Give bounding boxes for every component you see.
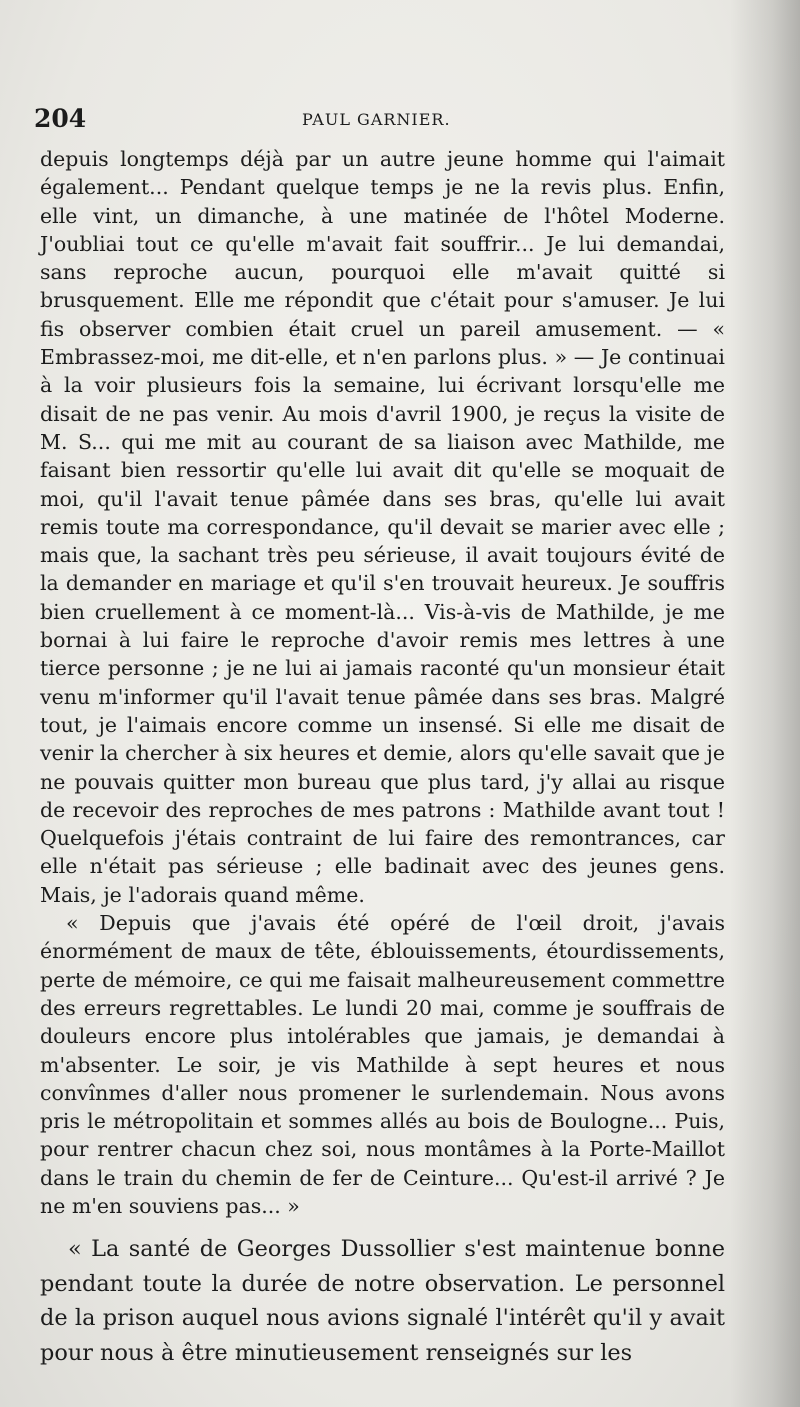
paragraph-3: « La santé de Georges Dussollier s'est maintenue bonne pendant toute la durée de notre observation. Le personnel de la prison auquel nous avions signalé l'intérêt qu'il y avait pour nous à être minutieusement renseignés sur les (40, 1236, 725, 1366)
page-number: 204 (34, 104, 87, 133)
page-header (34, 104, 734, 138)
page-edge-shadow (730, 0, 800, 1407)
paragraph-1: depuis longtemps déjà par un autre jeune homme qui l'aimait également... Pendant quelque temps je ne la revis plus. Enfin, elle vint, un dimanche, à une matinée de l'hôtel Moderne. J'oubliai tout ce qu'elle m'avait fait souffrir... Je lui demandai, sans reproche aucun, pourquoi elle m'avait quitté si brusquement. Elle me répondit que c'était pour s'amuser. Je lui fis observer combien était cruel un pareil amusement. — « Embrassez-moi, me dit-elle, et n'en parlons plus. » — Je continuai à la voir plusieurs fois la semaine, lui écrivant lorsqu'elle me disait de ne pas venir. Au mois d'avril 1900, je reçus la visite de M. S... qui me mit au courant de sa liaison avec Mathilde, me faisant bien ressortir qu'elle lui avait dit qu'elle se moquait de moi, qu'il l'avait tenue pâmée dans ses bras, qu'elle lui avait remis toute ma correspondance, qu'il devait se marier avec elle ; mais que, la sachant très peu sérieuse, il avait toujours évité de la demander en mariage et qu'il s'en trouvait heureux. Je souffris bien cruellement à ce moment-là... Vis-à-vis de Mathilde, je me bornai à lui faire le reproche d'avoir remis mes lettres à une tierce personne ; je ne lui ai jamais raconté qu'un monsieur était venu m'informer qu'il l'avait tenue pâmée dans ses bras. Malgré tout, je l'aimais encore comme un insensé. Si elle me disait de venir la chercher à six heures et demie, alors qu'elle savait que je ne pouvais quitter mon bureau que plus tard, j'y allai au risque de recevoir des reproches de mes patrons : Mathilde avant tout ! Quelquefois j'étais contraint de lui faire des remontrances, car elle n'était pas sérieuse ; elle badinait avec des jeunes gens. Mais, je l'adorais quand même. (40, 147, 725, 907)
running-head: PAUL GARNIER. (302, 110, 451, 129)
paragraph-2: « Depuis que j'avais été opéré de l'œil droit, j'avais énormément de maux de tête, éblouissements, étourdissements, perte de mémoire, ce qui me faisait malheureusement commettre des erreurs regrettables. Le lundi 20 mai, comme je souffrais de douleurs encore plus intolérables que jamais, je demandai à m'absenter. Le soir, je vis Mathilde à sept heures et nous convînmes d'aller nous promener le surlendemain. Nous avons pris le métropolitain et sommes allés au bois de Boulogne... Puis, pour rentrer chacun chez soi, nous montâmes à la Porte-Maillot dans le train du chemin de fer de Ceinture... Qu'est-il arrivé ? Je ne m'en souviens pas... » (40, 911, 725, 1218)
body-text (40, 145, 725, 1220)
